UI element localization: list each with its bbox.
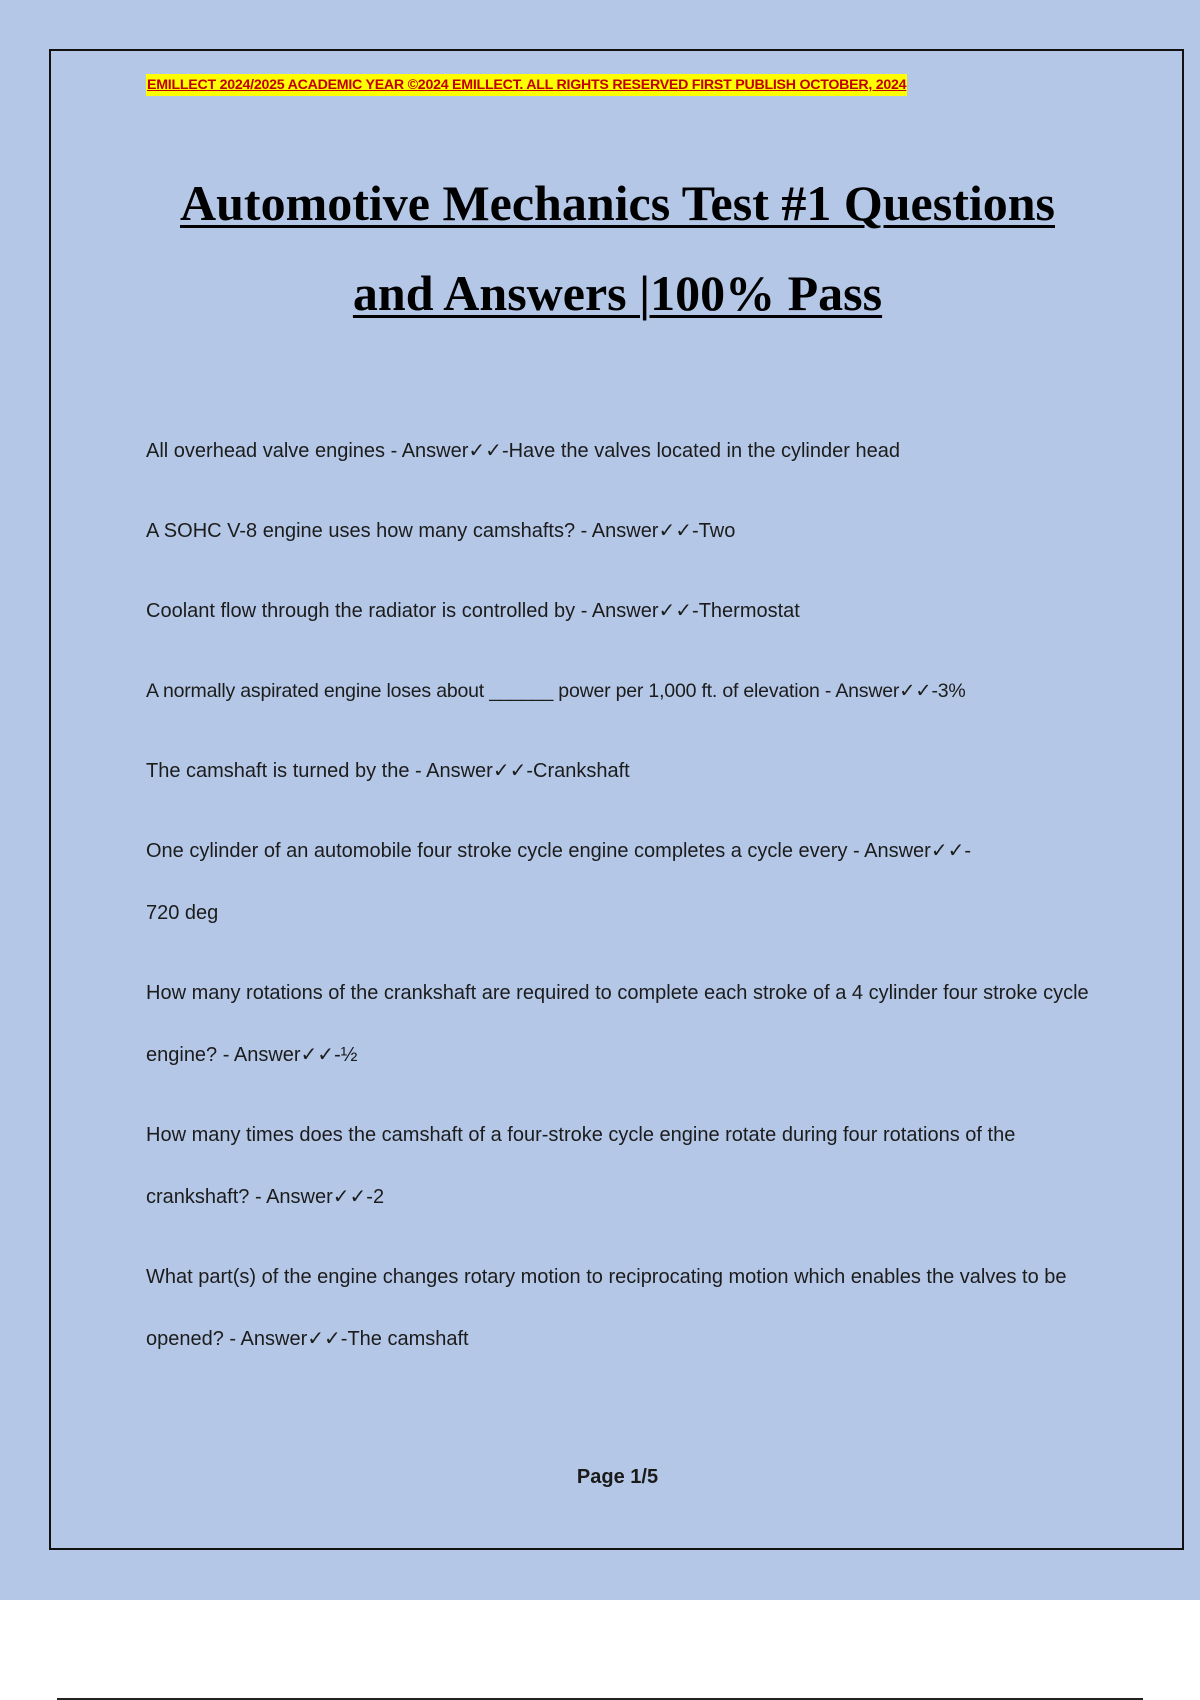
copyright-banner: EMILLECT 2024/2025 ACADEMIC YEAR ©2024 EMILLECT. ALL RIGHTS RESERVED FIRST PUBLISH OCTOBER, 2024 [146,74,907,96]
answer-text: 720 deg [146,902,219,924]
answer-text: Thermostat [698,600,800,622]
answer-text: The camshaft [347,1328,469,1350]
answer-label: Answer✓✓ [864,840,965,862]
question-text: All overhead valve engines [146,440,386,462]
qa-item: One cylinder of an automobile four stroke cycle engine completes a cycle every - Answer✓✓- 720 deg [146,840,972,924]
answer-label: Answer✓✓ [426,760,527,782]
question-text: A SOHC V-8 engine uses how many camshafts? [146,520,576,542]
answer-text: 3% [937,680,966,702]
qa-item: How many times does the camshaft of a four-stroke cycle engine rotate during four rotations of the crankshaft? - Answer✓✓-2 [146,1124,1016,1208]
answer-text: Have the valves located in the cylinder head [508,440,900,462]
qa-item: How many rotations of the crankshaft are required to complete each stroke of a 4 cylinder four stroke cycle engine? - Answer✓✓-½ [146,982,1089,1066]
question-answer-list [146,420,1106,1388]
qa-item: The camshaft is turned by the - Answer✓✓-Crankshaft [146,760,630,782]
answer-label: Answer✓✓ [591,520,692,542]
question-text: How many times does the camshaft of a four-stroke cycle engine rotate during four rotations of the crankshaft? [146,1124,1016,1208]
answer-label: Answer✓✓ [835,680,932,702]
title-line-2: and Answers |100% Pass [352,265,883,321]
answer-label: Answer✓✓ [240,1328,341,1350]
question-text: One cylinder of an automobile four stroke cycle engine completes a cycle every [146,840,848,862]
answer-text: 2 [372,1186,385,1208]
page-number: Page 1/5 [576,1466,659,1488]
qa-item: A SOHC V-8 engine uses how many camshafts? - Answer✓✓-Two [146,520,736,542]
qa-item: Coolant flow through the radiator is controlled by - Answer✓✓-Thermostat [146,600,800,622]
document-title [60,158,1175,338]
question-text: The camshaft is turned by the [146,760,410,782]
qa-item: A normally aspirated engine loses about ______ power per 1,000 ft. of elevation - Answer✓✓-3% [146,680,966,702]
title-line-1: Automotive Mechanics Test #1 Questions [180,175,1055,231]
answer-label: Answer✓✓ [233,1044,335,1066]
question-text: Coolant flow through the radiator is controlled by [146,600,576,622]
qa-item: All overhead valve engines - Answer✓✓-Have the valves located in the cylinder head [146,440,900,462]
question-text: A normally aspirated engine loses about ______ power per 1,000 ft. of elevation [146,680,820,702]
answer-text: Two [698,520,736,542]
answer-text: Crankshaft [533,760,630,782]
answer-label: Answer✓✓ [401,440,502,462]
answer-text: ½ [340,1044,358,1066]
answer-label: Answer✓✓ [591,600,693,622]
answer-label: Answer✓✓ [266,1186,367,1208]
qa-item: What part(s) of the engine changes rotary motion to reciprocating motion which enables the valves to be opened? - Answer✓✓-The camshaft [146,1266,1067,1350]
question-text: What part(s) of the engine changes rotary motion to reciprocating motion which enables the valves to be opened? [146,1266,1067,1350]
question-text: How many rotations of the crankshaft are required to complete each stroke of a 4 cylinder four stroke cycle engine? [146,982,1089,1066]
